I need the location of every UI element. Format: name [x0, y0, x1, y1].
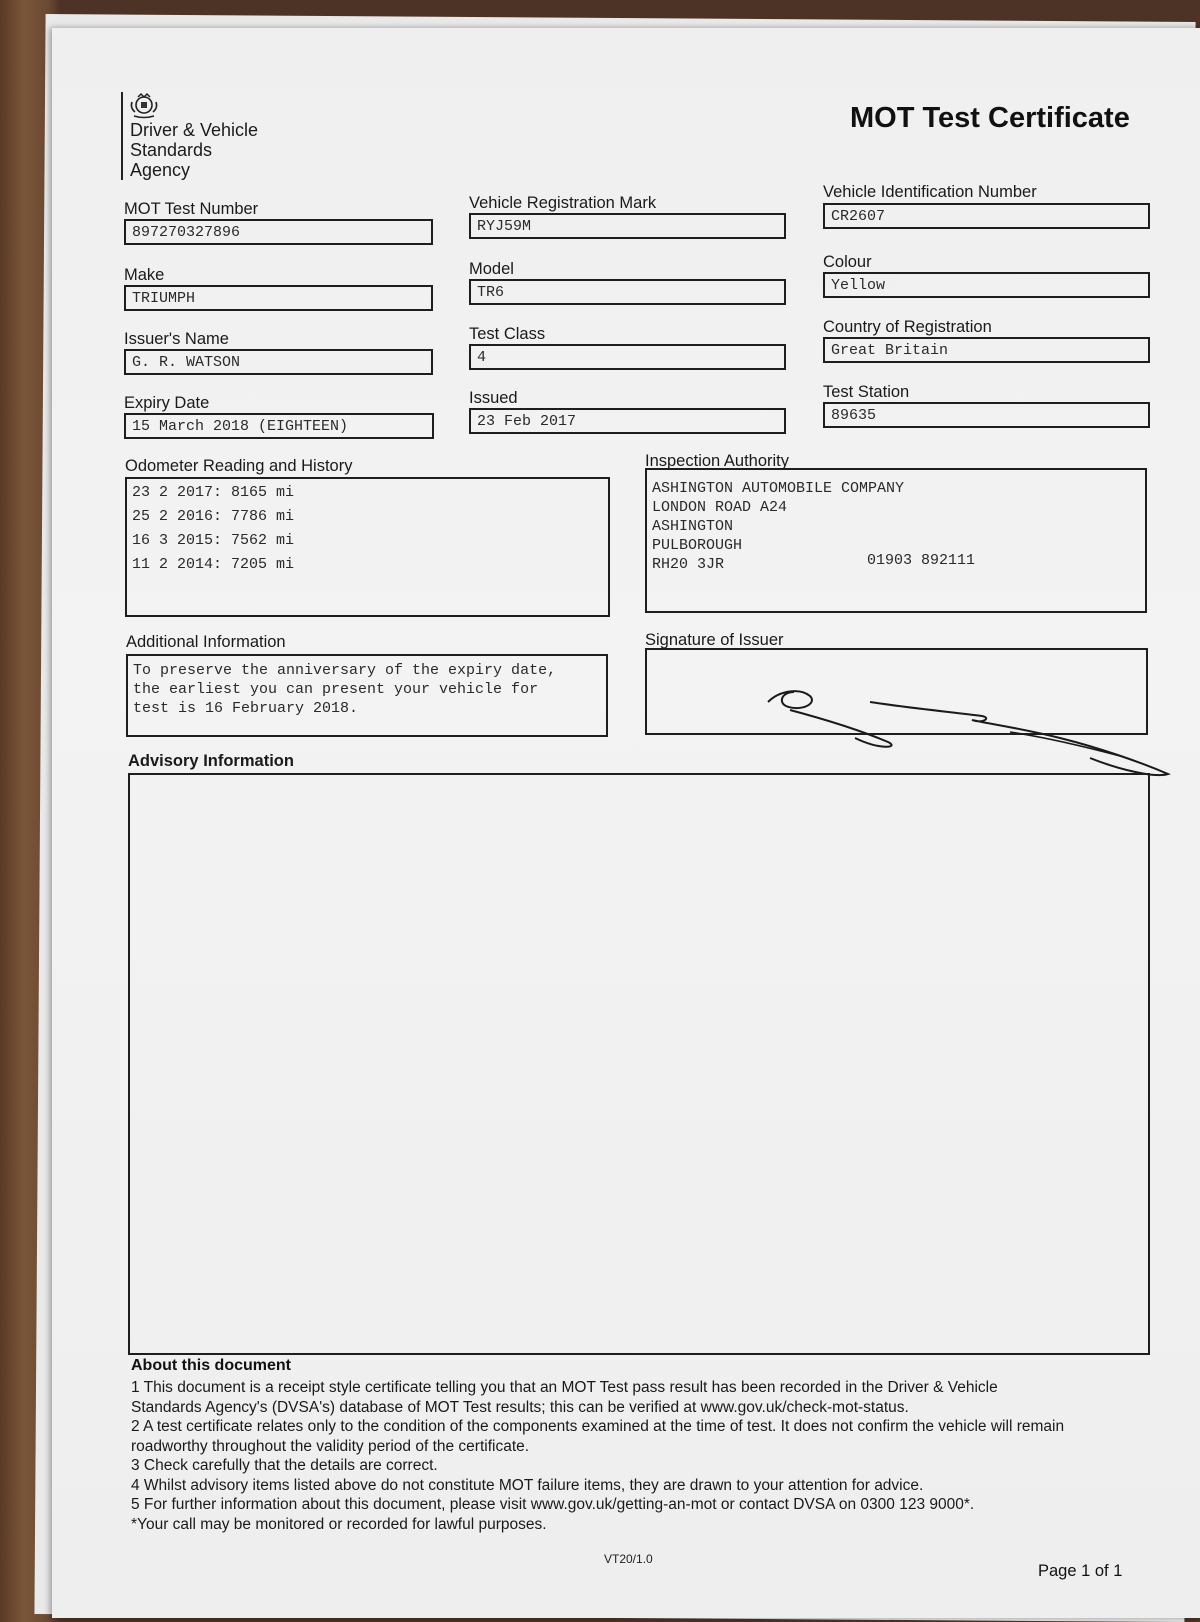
- odometer-entry: 25 2 2016: 7786 mi: [132, 508, 295, 525]
- about-text: [131, 1378, 1161, 1534]
- about-heading: About this document: [131, 1357, 291, 1374]
- about-line: 3 Check carefully that the details are correct.: [131, 1457, 438, 1474]
- test-station-field: 89635: [823, 402, 1150, 428]
- expiry-date-field: 15 March 2018 (EIGHTEEN): [124, 413, 434, 439]
- country-label: Country of Registration: [823, 318, 992, 336]
- make-field: TRIUMPH: [124, 285, 433, 311]
- issued-field: 23 Feb 2017: [469, 408, 786, 434]
- about-line: 1 This document is a receipt style certificate telling you that an MOT Test pass result has been recorded in the Driver & Vehicle: [131, 1379, 998, 1396]
- royal-crest-icon: [128, 92, 160, 120]
- vrm-label: Vehicle Registration Mark: [469, 194, 657, 212]
- vrm-field: RYJ59M: [469, 213, 786, 239]
- additional-info-box: [126, 654, 608, 737]
- authority-line: RH20 3JR: [652, 556, 725, 573]
- agency-line-2: Standards: [130, 140, 213, 160]
- authority-line: ASHINGTON AUTOMOBILE COMPANY: [652, 480, 905, 497]
- document-title: MOT Test Certificate: [850, 102, 1130, 134]
- test-class-label: Test Class: [469, 325, 546, 343]
- signature-label: Signature of Issuer: [645, 631, 784, 649]
- form-code: VT20/1.0: [604, 1552, 653, 1566]
- about-line: 4 Whilst advisory items listed above do not constitute MOT failure items, they are drawn to your attention for advice.: [131, 1476, 924, 1494]
- about-line: *Your call may be monitored or recorded for lawful purposes.: [131, 1515, 547, 1533]
- additional-info-line: the earliest you can present your vehicle for: [133, 681, 539, 698]
- additional-info-label: Additional Information: [126, 633, 286, 651]
- colour-label: Colour: [823, 253, 872, 271]
- mot-test-number-label: MOT Test Number: [124, 200, 259, 218]
- expiry-date-label: Expiry Date: [124, 394, 210, 412]
- page-number: Page 1 of 1: [1038, 1562, 1123, 1580]
- authority-line: LONDON ROAD A24: [652, 499, 788, 516]
- inspection-authority-label: Inspection Authority: [645, 452, 790, 470]
- about-line: 5 For further information about this document, please visit www.gov.uk/getting-an-mot or contact DVSA on 0300 123 9000*.: [131, 1496, 975, 1513]
- additional-info-line: test is 16 February 2018.: [133, 700, 359, 717]
- about-line: 2 A test certificate relates only to the condition of the components examined at the time of test. It does not confirm the vehicle will remain: [131, 1418, 1065, 1435]
- vin-label: Vehicle Identification Number: [823, 183, 1037, 201]
- odometer-entry: 23 2 2017: 8165 mi: [132, 484, 295, 501]
- agency-name: [130, 120, 258, 180]
- inspection-authority-box: [645, 468, 1147, 613]
- make-label: Make: [124, 266, 165, 284]
- issued-label: Issued: [469, 389, 518, 407]
- odometer-entry: 16 3 2015: 7562 mi: [132, 532, 295, 549]
- agency-line-3: Agency: [130, 160, 191, 180]
- issuer-name-field: G. R. WATSON: [124, 349, 433, 375]
- authority-line: ASHINGTON: [652, 518, 734, 535]
- model-label: Model: [469, 260, 514, 278]
- authority-line: PULBOROUGH: [652, 537, 743, 554]
- about-line: roadworthy throughout the validity period of the certificate.: [131, 1437, 530, 1455]
- logo-rule: [121, 92, 123, 180]
- about-line: Standards Agency's (DVSA's) database of MOT Test results; this can be verified at www.gov.uk/check-mot-status.: [131, 1398, 909, 1416]
- additional-info-line: To preserve the anniversary of the expiry date,: [133, 662, 557, 679]
- mot-test-number-field: 897270327896: [124, 219, 433, 245]
- advisory-label: Advisory Information: [128, 752, 294, 770]
- odometer-entry: 11 2 2014: 7205 mi: [132, 556, 295, 573]
- model-field: TR6: [469, 279, 786, 305]
- vin-field: CR2607: [823, 203, 1150, 229]
- odometer-box: [125, 477, 610, 617]
- advisory-box: [128, 773, 1150, 1355]
- odometer-label: Odometer Reading and History: [125, 457, 353, 475]
- issuer-name-label: Issuer's Name: [124, 330, 229, 348]
- country-field: Great Britain: [823, 337, 1150, 363]
- test-class-field: 4: [469, 344, 786, 370]
- colour-field: Yellow: [823, 272, 1150, 298]
- test-station-label: Test Station: [823, 383, 910, 401]
- agency-line-1: Driver & Vehicle: [130, 120, 259, 140]
- authority-phone: 01903 892111: [867, 552, 976, 569]
